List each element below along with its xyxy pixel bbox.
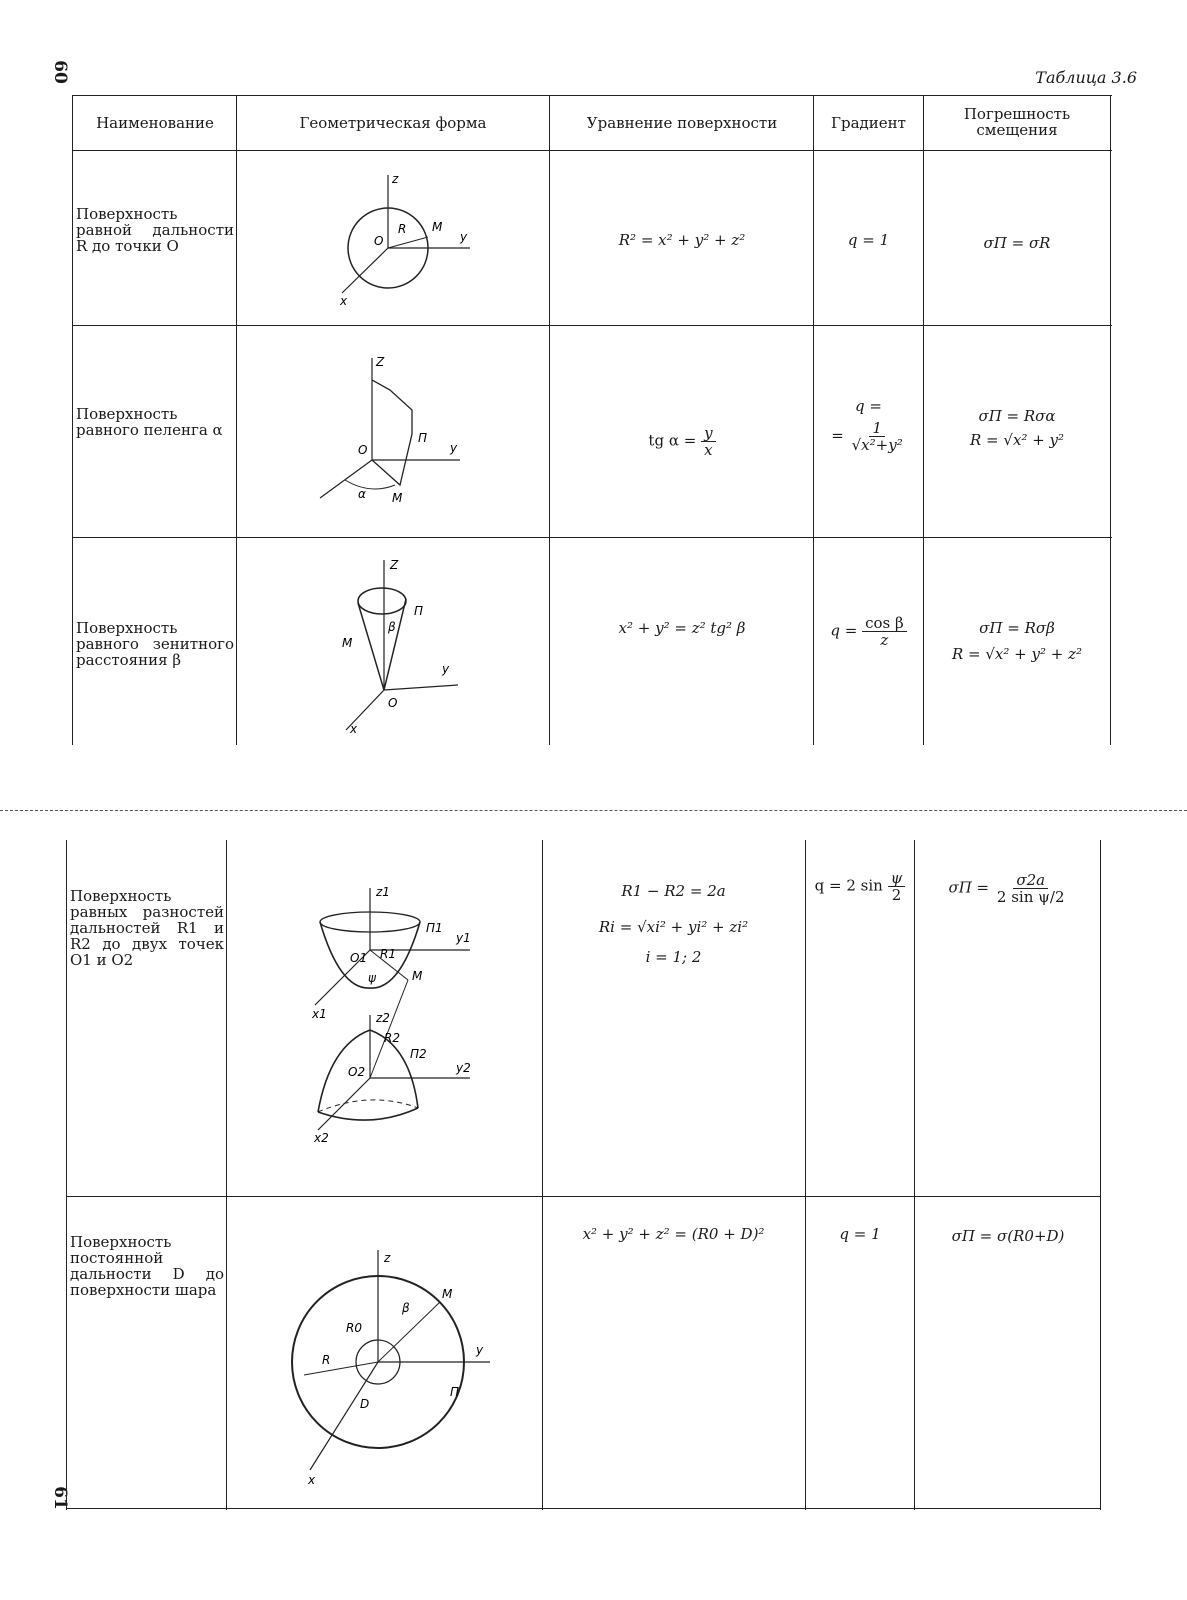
row2-gradient-line1: q = [855,397,882,415]
label-y2: y2 [456,1061,471,1075]
half-plane [372,380,412,485]
row4-error-num: σ2a [1013,872,1048,889]
table-caption: Таблица 3.6 [1035,68,1137,87]
row4-equation-line3: i = 1; 2 [645,948,702,966]
row3-gradient-fraction [862,615,907,648]
label-P: П [450,1385,460,1399]
label-y: y [450,441,458,455]
label-psi: ψ [368,971,376,985]
row4-error-fraction [994,872,1068,905]
table-bottom-rule [66,1508,1100,1509]
lower-rim-hidden [318,1100,418,1112]
row2-gradient-fraction [849,420,906,453]
label-z1: z1 [376,885,390,899]
row4-gradient-fraction [888,870,906,903]
row2-error-line1: σП = Rσα [978,407,1056,425]
row2-name: Поверхность равного пеленга α [76,405,223,439]
label-O: O [374,234,384,248]
row3-cone-figure [310,555,500,735]
label-z: z [384,1251,391,1265]
label-P2: П2 [410,1047,427,1061]
label-M: M [432,220,443,234]
col-rule-b4 [914,840,915,1510]
col-rule-b3 [805,840,806,1510]
col-rule-1 [236,95,237,745]
label-z: z [392,172,399,186]
row3-gradient-lhs: q = [830,621,858,640]
x-axis [310,1362,378,1470]
label-M: M [342,636,353,650]
row4-name: Поверхность равных разностей дальностей R1 и R2 до двух точек O1 и O2 [70,887,224,969]
alpha-arc [345,480,395,489]
row2-error [927,408,1107,448]
row1-sphere-figure [300,165,500,315]
cone-top [358,588,406,614]
row2-equation-den: x [704,441,713,459]
row4-equation-line1: R1 − R2 = 2a [621,882,726,900]
page-number-bottom: 61 [49,1486,70,1510]
label-D: D [360,1397,370,1411]
col-rule-b5 [1100,840,1101,1510]
header-name: Наименование [96,114,214,132]
row3-error-line1: σП = Rσβ [979,619,1055,637]
row3-error-line2: R = √x² + y² + z² [951,645,1083,663]
label-R: R [398,222,407,236]
header-equation: Уравнение поверхности [586,114,778,132]
label-O1: O1 [350,951,368,965]
row-rule-2 [72,537,1112,538]
row-rule-1 [72,325,1112,326]
label-y: y [442,662,450,676]
lower-sheet [318,1030,418,1112]
header-gradient: Градиент [831,114,906,132]
col-rule-b2 [542,840,543,1510]
label-P1: П1 [426,921,443,935]
label-z2: z2 [376,1011,390,1025]
header-rule [72,150,1112,151]
label-y: y [460,230,468,244]
header-error: Погрешность смещения [963,105,1071,139]
label-R2: R2 [384,1031,400,1045]
label-x: x [350,722,358,735]
row1-equation: R² = x² + y² + z² [618,231,746,249]
label-P: П [418,431,428,445]
label-O2: O2 [348,1065,366,1079]
radius-line [388,237,428,248]
row4-equation [546,880,801,968]
row4-gradient-den: 2 [891,886,902,904]
row4-equation-line2: Ri = √xi² + yi² + zi² [598,918,749,936]
R-line [304,1362,378,1375]
row2-gradient-num: 1 [869,420,885,437]
page-separator [0,810,1187,813]
col-rule-2 [549,95,550,745]
label-M: M [412,969,423,983]
row5-gradient: q = 1 [839,1225,881,1243]
row4-error-lhs: σП = [948,878,990,897]
label-R1: R1 [380,947,396,961]
label-R0: R0 [346,1321,362,1335]
label-P: П [414,604,424,618]
row3-gradient-den: z [880,631,889,649]
header-shape: Геометрическая форма [299,114,487,132]
label-beta: β [402,1301,410,1315]
row2-gradient-den: √x²+y² [851,436,903,454]
col-rule-0 [72,95,73,745]
row4-gradient-num: ψ [888,870,906,887]
row2-error-line2: R = √x² + y² [969,431,1065,449]
y-axis [384,685,458,690]
row1-gradient: q = 1 [847,231,890,249]
col-rule-3 [813,95,814,745]
label-Z: Z [376,355,385,369]
label-M: M [442,1287,453,1301]
label-R: R [322,1353,331,1367]
label-M: M [392,491,403,505]
row3-name: Поверхность равного зенитного расстояния β [76,619,234,669]
row4-hyperboloid-figure [290,880,500,1160]
label-y: y [476,1343,484,1357]
row5-sphere-shell-figure [290,1240,500,1490]
lower-rim [318,1108,418,1120]
x2-axis [318,1078,370,1130]
row3-gradient-num: cos β [862,615,907,632]
row5-error: σП = σ(R0+D) [951,1227,1065,1245]
label-y1: y1 [456,931,471,945]
label-x1: x1 [312,1007,327,1021]
R2-line [370,980,408,1078]
col-rule-5 [1110,95,1111,745]
label-x2: x2 [314,1131,329,1145]
label-alpha: α [358,487,366,501]
row4-gradient-lhs: q = 2 sin [814,876,883,895]
label-x: x [308,1473,316,1487]
row5-name: Поверхность постоянной дальности D до поверхности шара [70,1233,224,1299]
row4-gradient [808,870,912,903]
cone-left [358,603,384,690]
row-rule-b1 [66,1196,1100,1197]
row2-gradient: q = = $\frac{1}{\text{√x²+y²}}$ [816,398,921,453]
col-rule-b0 [66,840,67,1510]
col-rule-b1 [226,840,227,1510]
label-beta: β [388,620,396,634]
row2-equation-lhs: tg α = [648,431,697,450]
table-top-rule [72,95,1112,96]
label-O: O [388,696,398,710]
label-x: x [340,294,348,308]
row2-plane-figure [300,350,500,520]
row1-error: σП = σR [983,234,1051,252]
row2-equation-num: y [701,425,715,442]
col-rule-4 [923,95,924,745]
label-O: O [358,443,368,457]
row5-equation: x² + y² + z² = (R0 + D)² [582,1225,765,1243]
row3-equation: x² + y² = z² tg² β [618,619,746,637]
row2-equation [553,425,811,458]
label-Z: Z [390,558,399,572]
row4-error [918,872,1098,905]
row3-error [927,620,1107,662]
row3-gradient [816,615,921,648]
row2-equation-fraction [701,425,715,458]
page-number-top: 60 [49,60,70,84]
row1-name: Поверхность равной дальности R до точки O [76,205,234,255]
row4-error-den: 2 sin ψ/2 [996,888,1065,906]
